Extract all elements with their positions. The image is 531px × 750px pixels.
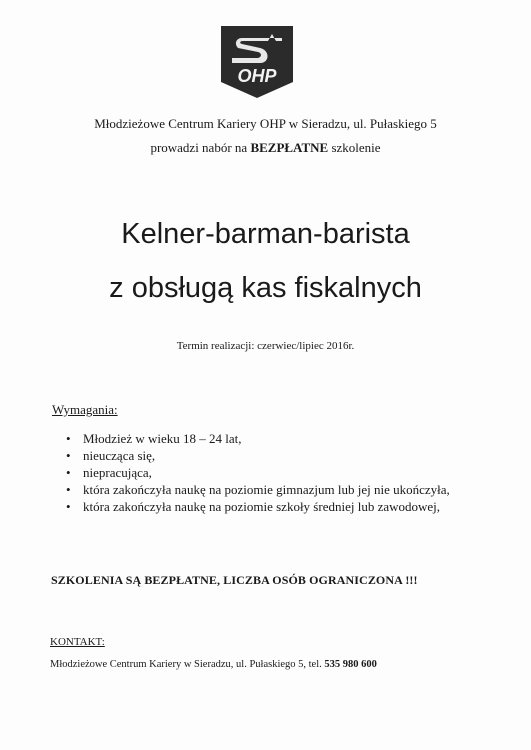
requirements-heading: Wymagania: — [52, 402, 118, 417]
requirement-item: • Młodzież w wieku 18 – 24 lat, — [74, 430, 450, 447]
intro-line-2-end: szkolenie — [328, 140, 381, 155]
contact-heading: KONTAKT: — [50, 636, 105, 648]
intro-line-2 — [0, 140, 531, 156]
requirement-item: • która zakończyła naukę na poziomie szkoły średniej lub zawodowej, — [74, 498, 450, 515]
requirement-item: • która zakończyła naukę na poziomie gimnazjum lub jej nie ukończyła, — [74, 481, 450, 498]
free-emphasis: BEZPŁATNE — [250, 140, 329, 155]
ohp-logo — [218, 22, 296, 100]
requirements-list — [74, 430, 450, 515]
course-title: Kelner-barman-barista — [121, 218, 410, 250]
intro-line-1: Młodzieżowe Centrum Kariery OHP w Sieradzu, ul. Pułaskiego 5 — [94, 116, 437, 131]
course-subtitle: z obsługą kas fiskalnych — [109, 272, 422, 304]
contact-address: Młodzieżowe Centrum Kariery w Sieradzu, ul. Pułaskiego 5, tel. — [50, 659, 325, 670]
svg-text:OHP: OHP — [237, 66, 277, 86]
contact-phone: 535 980 600 — [324, 659, 377, 670]
requirement-item: • niepracująca, — [74, 464, 450, 481]
free-notice: SZKOLENIA SĄ BEZPŁATNE, LICZBA OSÓB OGRANICZONA !!! — [51, 573, 418, 587]
contact-line — [50, 659, 377, 670]
term-text: Termin realizacji: czerwiec/lipiec 2016r. — [176, 340, 355, 352]
intro-line-2-start: prowadzi nabór na — [150, 140, 251, 155]
requirement-item: • nieucząca się, — [74, 447, 450, 464]
